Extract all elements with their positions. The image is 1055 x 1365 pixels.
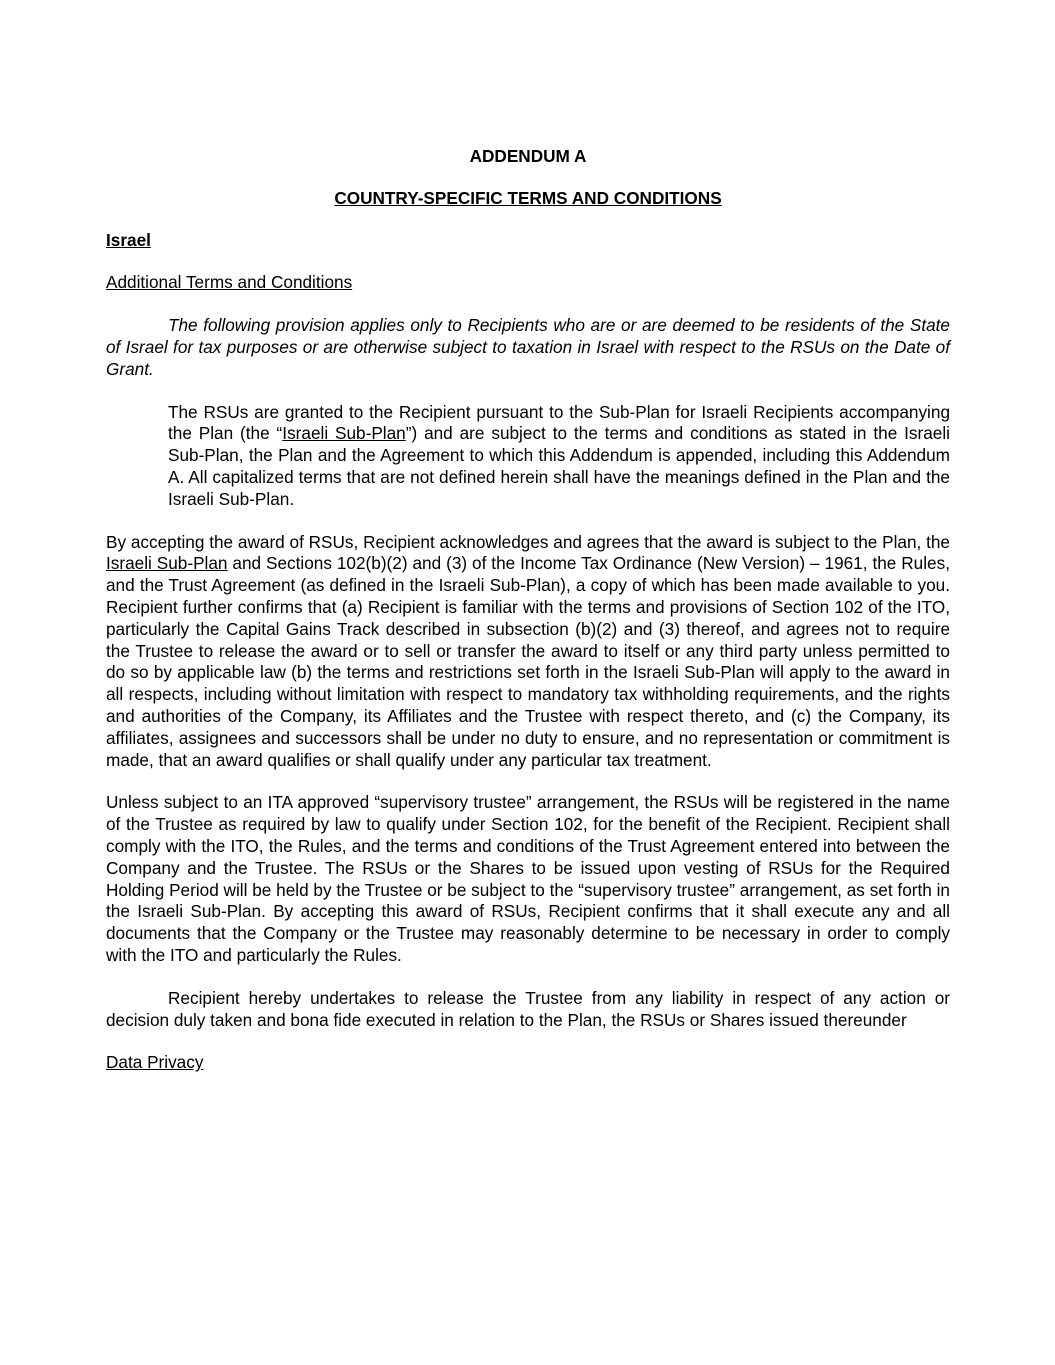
text-span: The RSUs are granted to the Recipient pursuant to the Sub-Plan for Israeli Recipients accompanying the Plan (the “ <box>168 401 950 444</box>
israeli-sub-plan-term: Israeli Sub-Plan <box>282 423 406 444</box>
israeli-sub-plan-term: Israeli Sub-Plan <box>106 553 228 574</box>
acceptance-paragraph <box>106 532 950 772</box>
release-paragraph: Recipient hereby undertakes to release the Trustee from any liability in respect of any action or decision duly taken and bona fide executed in relation to the Plan, the RSUs or Shares issued thereunder <box>106 987 950 1030</box>
country-heading: Israel <box>106 229 151 250</box>
document-subtitle: COUNTRY-SPECIFIC TERMS AND CONDITIONS <box>334 187 722 208</box>
rsu-grant-paragraph <box>168 402 950 511</box>
text-span: ”) and are subject to the terms and conditions as stated in the Israeli Sub-Plan, the Plan and the Agreement to which this Addendum is appended, including this Addendum A. All capitalized terms that are not defined herein shall have the meanings defined in the Plan and the Israeli Sub-Plan. <box>168 423 951 509</box>
section-heading-data-privacy: Data Privacy <box>106 1052 204 1073</box>
text-span: By accepting the award of RSUs, Recipient acknowledges and agrees that the award is subject to the Plan, the <box>106 531 950 552</box>
addendum-title: ADDENDUM A <box>469 146 587 166</box>
document-page <box>106 146 950 1074</box>
intro-paragraph: The following provision applies only to Recipients who are or are deemed to be residents of the State of Israel for tax purposes or are otherwise subject to taxation in Israel with respect to the RSUs on the Date of Grant. <box>106 315 950 379</box>
section-heading-additional-terms: Additional Terms and Conditions <box>106 272 353 293</box>
trustee-paragraph: Unless subject to an ITA approved “supervisory trustee” arrangement, the RSUs will be registered in the name of the Trustee as required by law to qualify under Section 102, for the benefit of the Recipient. Recipient shall comply with the ITO, the Rules, and the terms and conditions of the Trust Agreement entered into between the Company and the Trustee. The RSUs or the Shares to be issued upon vesting of RSUs for the Required Holding Period will be held by the Trustee or be subject to the “supervisory trustee” arrangement, as set forth in the Israeli Sub-Plan. By accepting this award of RSUs, Recipient confirms that it shall execute any and all documents that the Company or the Trustee may reasonably determine to be necessary in order to comply with the ITO and particularly the Rules. <box>106 792 950 965</box>
text-span: and Sections 102(b)(2) and (3) of the Income Tax Ordinance (New Version) – 1961, the Rules, and the Trust Agreement (as defined in the Israeli Sub-Plan), a copy of which has been made available to you. Recipient further confirms that (a) Recipient is familiar with the terms and provisions of Section 102 of the ITO, particularly the Capital Gains Track described in subsection (b)(2) and (3) thereof, and agrees not to require the Trustee to release the award or to sell or transfer the award to itself or any third party unless permitted to do so by applicable law (b) the terms and restrictions set forth in the Israeli Sub-Plan will apply to the award in all respects, including without limitation with respect to mandatory tax withholding requirements, and the rights and authorities of the Company, its Affiliates and the Trustee with respect thereto, and (c) the Company, its affiliates, assignees and successors shall be under no duty to ensure, and no representation or commitment is made, that an award qualifies or shall qualify under any particular tax treatment. <box>106 553 950 770</box>
